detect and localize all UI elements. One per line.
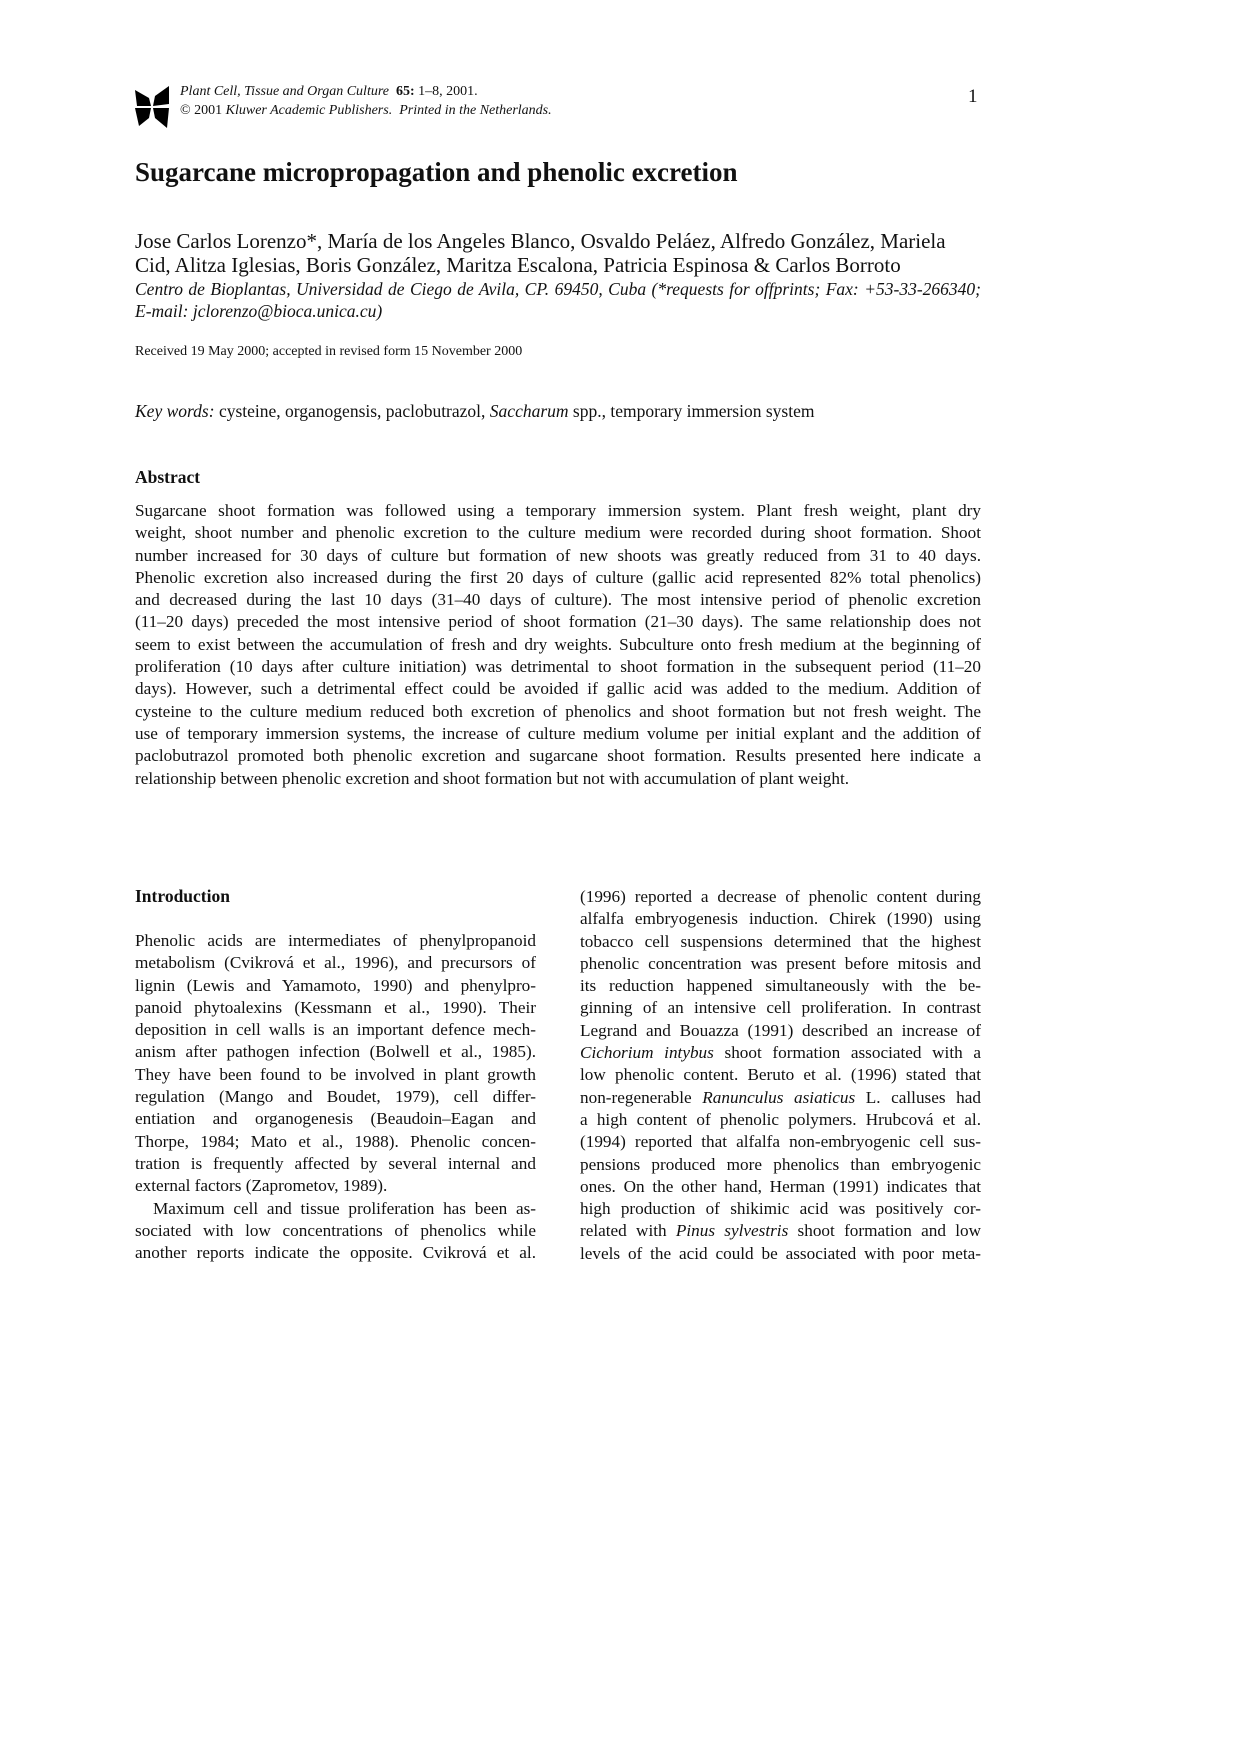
text-line: and decreased during the last 10 days (31–40 days of culture). The most intensive period of phenolic excretion — [135, 590, 981, 610]
text-line: its reduction happened simultaneously with the be- — [580, 976, 981, 996]
publisher: Kluwer Academic Publishers. — [225, 103, 393, 118]
text-line: tobacco cell suspensions determined that the highest — [580, 931, 981, 951]
text-line: tration is frequently affected by several internal and — [135, 1153, 536, 1173]
text-line: Sugarcane shoot formation was followed using a temporary immersion system. Plant fresh weight, plant dry — [135, 501, 981, 520]
text-line: Phenolic excretion also increased during the first 20 days of culture (gallic acid represented 82% total phenolics) — [135, 567, 981, 587]
text-line: use of temporary immersion systems, the increase of culture medium volume per initial explant and the addition of — [135, 723, 981, 743]
text-line: (1996) reported a decrease of phenolic content during — [580, 887, 981, 906]
copyright-year: 2001 — [194, 103, 223, 118]
text-line: (1994) reported that alfalfa non-embryogenic cell sus- — [580, 1132, 981, 1152]
text-line: (11–20 days) preceded the most intensive period of shoot formation (21–30 days). The same relationship does not — [135, 612, 981, 632]
text-line: regulation (Mango and Boudet, 1979), cell differ- — [135, 1087, 536, 1107]
authors: Jose Carlos Lorenzo*, María de los Angeles Blanco, Osvaldo Peláez, Alfredo González, Mariela Cid, Alitza Iglesias, Boris González, Maritza Escalona, Patricia Espinosa & Carlos Borroto — [135, 229, 946, 277]
text-line: a high content of phenolic polymers. Hrubcová et al. — [580, 1109, 981, 1129]
text-line: paclobutrazol promoted both phenolic excretion and sugarcane shoot formation. Results presented here indicate a — [135, 746, 981, 766]
text-line: related with Pinus sylvestris shoot formation and low — [580, 1221, 982, 1241]
text-line: alfalfa embryogenesis induction. Chirek (1990) using — [580, 909, 981, 929]
paper-title: Sugarcane micropropagation and phenolic excretion — [135, 157, 738, 187]
keywords-label: Key words: — [135, 401, 215, 421]
introduction-heading: Introduction — [135, 886, 230, 906]
text-line: low phenolic content. Beruto et al. (1996) stated that — [580, 1065, 981, 1085]
keywords — [135, 401, 814, 422]
introduction-left-column — [135, 930, 536, 1264]
abstract-heading: Abstract — [135, 467, 201, 487]
text-line: non-regenerable Ranunculus asiaticus L. calluses had — [580, 1087, 981, 1107]
text-line: metabolism (Cvikrová et al., 1996), and precursors of — [135, 953, 536, 973]
text-line: Legrand and Bouazza (1991) described an increase of — [580, 1020, 981, 1040]
text-line: external factors (Zaprometov, 1989). — [135, 1176, 388, 1196]
text-line: Thorpe, 1984; Mato et al., 1988). Phenolic concen- — [135, 1131, 536, 1151]
text-line: lignin (Lewis and Yamamoto, 1990) and phenylpro- — [135, 975, 536, 995]
text-line: ginning of an intensive cell proliferation. In contrast — [580, 998, 981, 1018]
text-line: Maximum cell and tissue proliferation has been as- — [153, 1198, 536, 1218]
text-line: phenolic concentration was present before mitosis and — [580, 953, 981, 973]
copyright-symbol: © — [180, 103, 191, 118]
keywords-italic: Saccharum — [489, 401, 569, 421]
text-line: anism after pathogen infection (Bolwell et al., 1985). — [135, 1042, 536, 1062]
text-line: days). However, such a detrimental effect could be avoided if gallic acid was added to the medium. Addition of — [135, 679, 981, 699]
text-line: high production of shikimic acid was positively cor- — [580, 1199, 981, 1219]
text-line: relationship between phenolic excretion and shoot formation but not with accumulation of plant weight. — [135, 768, 850, 788]
text-line: pensions produced more phenolics than embryogenic — [580, 1154, 981, 1174]
volume: 65: — [395, 84, 415, 99]
text-line: proliferation (10 days after culture initiation) was detrimental to shoot formation in the subsequent period (11–20 — [135, 657, 981, 677]
text-line: weight, shoot number and phenolic excretion to the culture medium were recorded during shoot formation. Shoot — [135, 523, 981, 543]
printed-in: Printed in the Netherlands. — [399, 103, 552, 118]
text-line: cysteine to the culture medium reduced both excretion of phenolics and shoot formation but not fresh weight. The — [135, 701, 981, 721]
keywords-text: cysteine, organogensis, paclobutrazol, — [214, 401, 490, 421]
affiliation: Centro de Bioplantas, Universidad de Ciego de Avila, CP. 69450, Cuba (*requests for offprints; Fax: +53-33-266340; E-mail: jclorenzo@bioca.unica.cu) — [135, 279, 981, 321]
abstract-body — [135, 500, 981, 790]
journal-name: Plant Cell, Tissue and Organ Culture — [180, 84, 389, 99]
text-line: Phenolic acids are intermediates of phenylpropanoid — [135, 931, 536, 950]
text-line: They have been found to be involved in plant growth — [135, 1064, 536, 1084]
introduction-right-column — [580, 886, 981, 1265]
text-line: entiation and organogenesis (Beaudoin–Eagan and — [135, 1109, 536, 1129]
text-line: deposition in cell walls is an important defence mech- — [135, 1020, 536, 1040]
text-line: Cichorium intybus shoot formation associated with a — [580, 1043, 981, 1063]
text-line: another reports indicate the opposite. Cvikrová et al. — [135, 1243, 536, 1263]
keywords-text-end: spp., temporary immersion system — [568, 401, 815, 421]
text-line: levels of the acid could be associated with poor meta- — [580, 1243, 981, 1263]
text-line: ones. On the other hand, Herman (1991) indicates that — [580, 1176, 981, 1196]
text-line: sociated with low concentrations of phenolics while — [135, 1220, 536, 1240]
text-line: number increased for 30 days of culture but formation of new shoots was greatly reduced from 31 to 40 days. — [135, 545, 981, 565]
received-date: Received 19 May 2000; accepted in revised form 15 November 2000 — [135, 344, 523, 359]
text-line: panoid phytoalexins (Kessmann et al., 1990). Their — [135, 997, 536, 1017]
pages-year: 1–8, 2001. — [418, 84, 478, 99]
text-line: seem to exist between the accumulation of fresh and dry weights. Subculture onto fresh medium at the beginning of — [135, 634, 981, 654]
publisher-logo-icon — [135, 86, 169, 128]
journal-citation — [180, 82, 552, 120]
page-number: 1 — [968, 86, 978, 107]
